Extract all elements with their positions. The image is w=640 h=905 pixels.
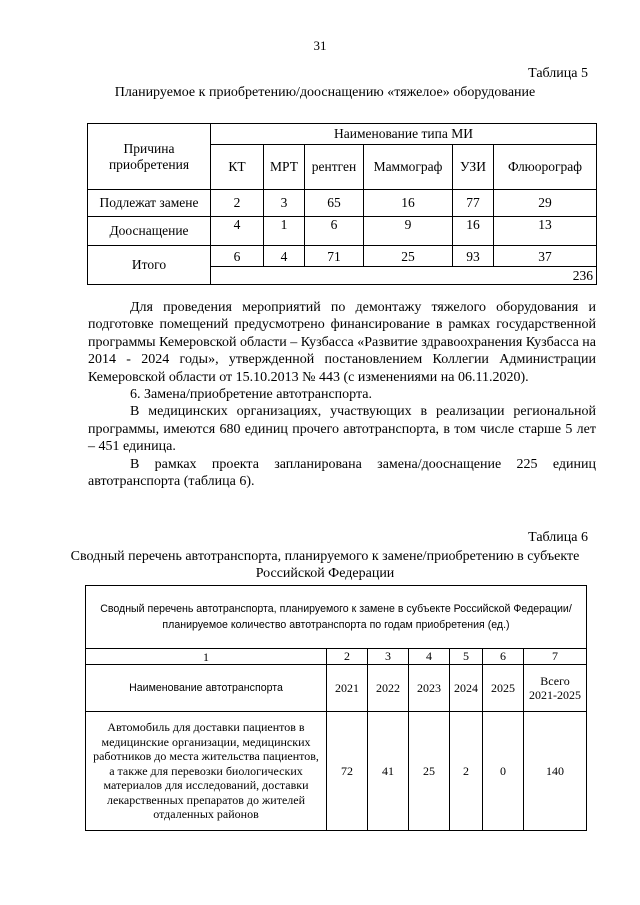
col-header: УЗИ (453, 145, 494, 190)
cell: 25 (409, 712, 450, 831)
table5-label: Таблица 5 (528, 66, 588, 81)
table-row (88, 190, 597, 217)
year-header: 2025 (483, 665, 524, 712)
cell: 71 (305, 246, 364, 267)
col-header: Маммограф (364, 145, 453, 190)
cell: 37 (494, 246, 597, 267)
row-label: Дооснащение (88, 217, 211, 246)
cell: 93 (453, 246, 494, 267)
cell: 9 (364, 217, 453, 246)
cell: 72 (327, 712, 368, 831)
cell: 0 (483, 712, 524, 831)
cell: 13 (494, 217, 597, 246)
cell: 29 (494, 190, 597, 217)
cell: 41 (368, 712, 409, 831)
paragraph: 6. Замена/приобретение автотранспорта. (130, 387, 372, 403)
cell: 4 (264, 246, 305, 267)
name-header: Наименование автотранспорта (86, 665, 327, 712)
cell: 77 (453, 190, 494, 217)
table6-header: Сводный перечень автотранспорта, планируемого к замене в субъекте Российской Федерации/планируемое количество автотранспорта по годам приобретения (ед.) (86, 586, 587, 649)
cell: 6 (211, 246, 264, 267)
table6-label: Таблица 6 (528, 530, 588, 545)
equipment-table (87, 123, 597, 285)
paragraph: В медицинских организациях, участвующих в реализации региональной программы, имеются 680 единиц прочего автотранспорта, в том числе старше 5 лет – 451 единица. (88, 404, 596, 455)
body-text (88, 299, 596, 490)
col-number: 4 (409, 649, 450, 665)
cell: 2 (211, 190, 264, 217)
row-label: Итого (88, 246, 211, 285)
col-header: КТ (211, 145, 264, 190)
year-header: 2021 (327, 665, 368, 712)
table-row (88, 217, 597, 246)
col-header: рентген (305, 145, 364, 190)
cell: 3 (264, 190, 305, 217)
cell: 16 (364, 190, 453, 217)
cell: 140 (524, 712, 587, 831)
paragraph: В рамках проекта запланирована замена/дооснащение 225 единиц автотранспорта (таблица 6). (88, 456, 596, 490)
type-header: Наименование типа МИ (211, 124, 597, 145)
paragraph: Для проведения мероприятий по демонтажу тяжелого оборудования и подготовке помещений предусмотрено финансирование в рамках государственной программы Кемеровской области – Кузбасса «Развитие здравоохранения Кузбасса на 2014 - 2024 годы», утвержденной постановлением Коллегии Администрации Кемеровской области от 15.10.2013 № 443 (с изменениями на 06.11.2020). (88, 300, 597, 385)
col-header: Флюорограф (494, 145, 597, 190)
column-numbers-row (86, 649, 587, 665)
cell: 1 (264, 217, 305, 246)
cell: 4 (211, 217, 264, 246)
cell: 65 (305, 190, 364, 217)
year-header: 2024 (450, 665, 483, 712)
cell: 16 (453, 217, 494, 246)
col-number: 2 (327, 649, 368, 665)
cell: 6 (305, 217, 364, 246)
cell: 2 (450, 712, 483, 831)
col-number: 5 (450, 649, 483, 665)
total-header: Всего 2021-2025 (524, 665, 587, 712)
table-row (86, 712, 587, 831)
col-header: МРТ (264, 145, 305, 190)
col-number: 6 (483, 649, 524, 665)
col-number: 1 (86, 649, 327, 665)
table5-title: Планируемое к приобретению/дооснащению «тяжелое» оборудование (114, 85, 536, 100)
vehicle-table (85, 585, 587, 831)
page-number: 31 (313, 38, 327, 53)
header-row (86, 665, 587, 712)
grand-total: 236 (211, 267, 597, 285)
year-header: 2023 (409, 665, 450, 712)
row-label: Подлежат замене (88, 190, 211, 217)
table6-title: Сводный перечень автотранспорта, планируемого к замене/приобретению в субъекте Российской Федерации (70, 549, 580, 581)
col-number: 3 (368, 649, 409, 665)
col-number: 7 (524, 649, 587, 665)
cell: 25 (364, 246, 453, 267)
year-header: 2022 (368, 665, 409, 712)
reason-header: Причина приобретения (88, 124, 211, 190)
table-row (88, 246, 597, 267)
vehicle-name: Автомобиль для доставки пациентов в медицинские организации, медицинских работников до места жительства пациентов, а также для перевозки биологических материалов для исследований, доставки лекарственных препаратов до жителей отдаленных районов (86, 712, 327, 831)
